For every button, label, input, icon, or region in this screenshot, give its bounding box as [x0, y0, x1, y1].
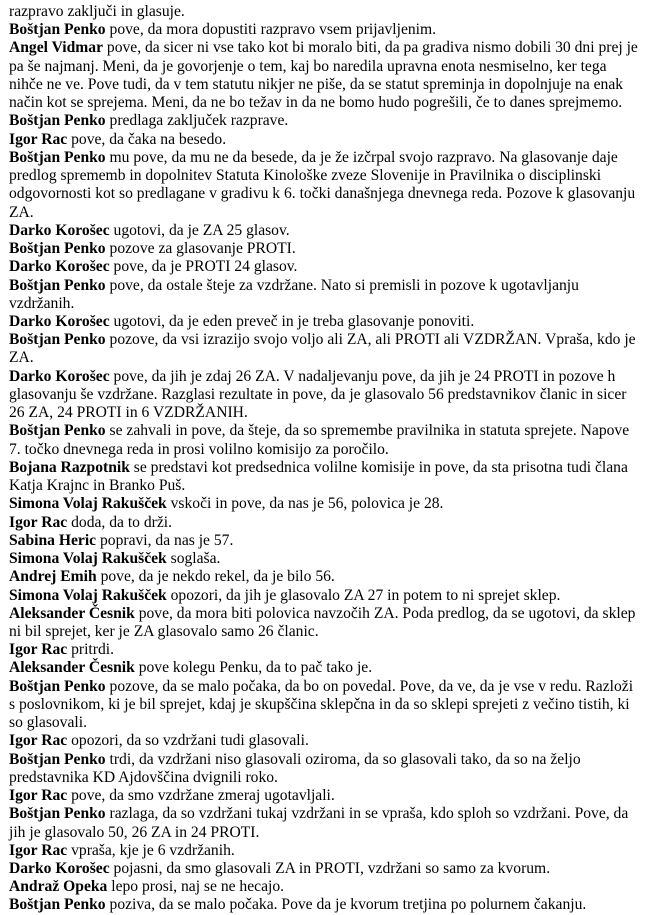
speaker-name: Boštjan Penko [9, 677, 106, 695]
speech-text: se predstavi kot predsednica volilne komisije in pove, da sta prisotna tudi člana Katja Krajnc in Branko Puš. [9, 458, 628, 495]
speech-text: doda, da to drži. [71, 513, 172, 531]
speaker-name: Simona Volaj Rakušček [9, 586, 167, 604]
minutes-paragraph [9, 112, 641, 130]
speech-text: pove, da smo vzdržane zmeraj ugotavljali. [71, 787, 335, 805]
speaker-name: Igor Rac [9, 841, 68, 859]
minutes-paragraph [9, 678, 641, 733]
minutes-paragraph [9, 313, 641, 331]
minutes-paragraph [9, 3, 641, 21]
minutes-paragraph [9, 495, 641, 513]
speech-text: trdi, da vzdržani niso glasovali oziroma, da so glasovali tako, da so na željo predstavnika KD Ajdovščina dvignili roko. [9, 750, 581, 786]
minutes-paragraph [9, 550, 641, 568]
minutes-paragraph [9, 842, 641, 860]
minutes-paragraph [9, 514, 641, 532]
minutes-paragraph [9, 878, 641, 896]
speech-text: ugotovi, da je eden preveč in je treba glasovanje ponoviti. [113, 312, 475, 330]
speaker-name: Boštjan Penko [9, 276, 106, 294]
speaker-name: Boštjan Penko [9, 240, 106, 258]
minutes-paragraph [9, 131, 641, 149]
speaker-name: Bojana Razpotnik [9, 458, 130, 476]
minutes-paragraph [9, 751, 641, 787]
speech-text: vpraša, kje je 6 vzdržanih. [71, 841, 235, 859]
speaker-name: Darko Korošec [9, 860, 110, 878]
speech-text: vskoči in pove, da nas je 56, polovica je 28. [170, 495, 444, 513]
minutes-paragraph [9, 331, 641, 367]
speaker-name: Darko Korošec [9, 221, 110, 239]
speaker-name: Simona Volaj Rakušček [9, 495, 167, 513]
speech-text: lepo prosi, naj se ne hecajo. [111, 878, 285, 896]
speaker-name: Boštjan Penko [9, 148, 106, 166]
minutes-paragraph [9, 222, 641, 240]
speaker-name: Andraž Opeka [9, 878, 108, 896]
minutes-paragraph [9, 240, 641, 258]
speaker-name: Angel Vidmar [9, 39, 103, 57]
speech-text: popravi, da nas je 57. [99, 531, 234, 549]
speech-text: pojasni, da smo glasovali ZA in PROTI, vzdržani so samo za kvorum. [113, 860, 551, 878]
minutes-paragraph [9, 568, 641, 586]
speaker-name: Darko Korošec [9, 312, 110, 330]
speech-text: pove, da je nekdo rekel, da je bilo 56. [100, 568, 335, 586]
minutes-text-body [9, 3, 641, 915]
minutes-paragraph [9, 605, 641, 641]
minutes-paragraph [9, 659, 641, 677]
speech-text: soglaša. [170, 550, 221, 568]
speaker-name: Sabina Heric [9, 531, 97, 549]
minutes-paragraph [9, 805, 641, 841]
speaker-name: Boštjan Penko [9, 21, 106, 39]
speaker-name: Igor Rac [9, 732, 68, 750]
speech-text: ugotovi, da je ZA 25 glasov. [113, 221, 290, 239]
minutes-paragraph [9, 532, 641, 550]
speech-text: razlaga, da so vzdržani tukaj vzdržani in se vpraša, kdo sploh so vzdržani. Pove, da jih je glasovalo 50, 26 ZA in 24 PROTI. [9, 805, 629, 841]
speaker-name: Igor Rac [9, 130, 68, 148]
speaker-name: Simona Volaj Rakušček [9, 550, 167, 568]
speech-text: pove, da mora biti polovica navzočih ZA. Poda predlog, da se ugotovi, da sklep ni bil sprejet, ker je ZA glasovalo samo 26 članic. [9, 604, 636, 640]
minutes-paragraph [9, 587, 641, 605]
minutes-paragraph [9, 277, 641, 313]
speech-text: pozove, da vsi izrazijo svojo voljo ali ZA, ali PROTI ali VZDRŽAN. Vpraša, kdo je ZA. [9, 331, 636, 367]
speech-text: pove, da sicer ni vse tako kot bi moralo biti, da pa gradiva nismo dobili 30 dni prej je pa še najmanj. Meni, da je govorjenje o tem, kaj bo naredila upravna enota nesmiselno, ker tega nihče ne ve. Pove tudi, da v tem statutu nikjer ne piše, da se statut spreminja in dopolnjuje na enak način kot se sprejema. Meni, da ne bo težav in da ne bomo hudo pogrešili, če to danes sprejmemo. [9, 39, 638, 112]
speech-text: pritrdi. [71, 641, 114, 659]
minutes-paragraph [9, 258, 641, 276]
speaker-name: Aleksander Česnik [9, 659, 135, 677]
speaker-name: Igor Rac [9, 787, 68, 805]
speech-text: pove, da ostale šteje za vzdržane. Nato si premisli in pozove k ugotavljanju vzdržanih. [9, 276, 579, 312]
minutes-paragraph [9, 787, 641, 805]
speech-text: mu pove, da mu ne da besede, da je že izčrpal svojo razpravo. Na glasovanje daje predlog sprememb in dopolnitev Statuta Kinološke zveze Slovenije in Pravilnika o disciplinski odgovornosti kot so predlagane v gradivu k 6. točki današnjega dnevnega reda. Pozove k glasovanju ZA. [9, 148, 636, 221]
speech-text: pozove za glasovanje PROTI. [109, 240, 296, 258]
speech-text: pove kolegu Penku, da to pač tako je. [138, 659, 373, 677]
speech-text: predlaga zaključek razprave. [109, 112, 289, 130]
minutes-paragraph [9, 459, 641, 495]
speaker-name: Boštjan Penko [9, 422, 106, 440]
speech-text: pove, da čaka na besedo. [71, 130, 227, 148]
speaker-name: Darko Korošec [9, 367, 110, 385]
minutes-paragraph [9, 641, 641, 659]
minutes-paragraph [9, 732, 641, 750]
speaker-name: Aleksander Česnik [9, 604, 135, 622]
minutes-paragraph [9, 39, 641, 112]
speaker-name: Igor Rac [9, 513, 68, 531]
speaker-name: Boštjan Penko [9, 331, 106, 349]
speech-text: opozori, da jih je glasovalo ZA 27 in potem to ni sprejet sklep. [170, 586, 561, 604]
speech-text: pove, da jih je zdaj 26 ZA. V nadaljevanju pove, da jih je 24 PROTI in pozove h glasovanju še vzdržane. Razglasi rezultate in pove, da je glasovalo 56 predstavnikov članic in sicer 26 ZA, 24 PROTI in 6 VZDRŽANIH. [9, 367, 627, 422]
speaker-name: Igor Rac [9, 641, 68, 659]
speech-text: opozori, da so vzdržani tudi glasovali. [71, 732, 309, 750]
speech-text: pove, da mora dopustiti razpravo vsem prijavljenim. [109, 21, 437, 39]
speech-text: pove, da je PROTI 24 glasov. [113, 258, 298, 276]
speech-text: pozove, da se malo počaka, da bo on povedal. Pove, da ve, da je vse v redu. Razloži s poslovnikom, ki je bil sprejet, kdaj je skupščina sklepčna in da so sklepi sprejeti z večino tistih, ki so glasovali. [9, 677, 634, 732]
speaker-name: Darko Korošec [9, 258, 110, 276]
speaker-name: Boštjan Penko [9, 112, 106, 130]
speaker-name: Andrej Emih [9, 568, 97, 586]
minutes-paragraph [9, 368, 641, 423]
speech-text: razpravo zaključi in glasuje. [9, 3, 185, 20]
minutes-paragraph [9, 149, 641, 222]
speech-text: poziva, da se malo počaka. Pove da je kvorum tretjina po polurnem čakanju. [109, 896, 587, 914]
speaker-name: Boštjan Penko [9, 750, 106, 768]
minutes-paragraph [9, 860, 641, 878]
speaker-name: Boštjan Penko [9, 805, 106, 823]
speaker-name: Boštjan Penko [9, 896, 106, 914]
minutes-paragraph [9, 21, 641, 39]
speech-text: se zahvali in pove, da šteje, da so spremembe pravilnika in statuta sprejete. Napove 7. točko dnevnega reda in prosi volilno komisijo za poročilo. [9, 422, 630, 458]
minutes-paragraph [9, 422, 641, 458]
